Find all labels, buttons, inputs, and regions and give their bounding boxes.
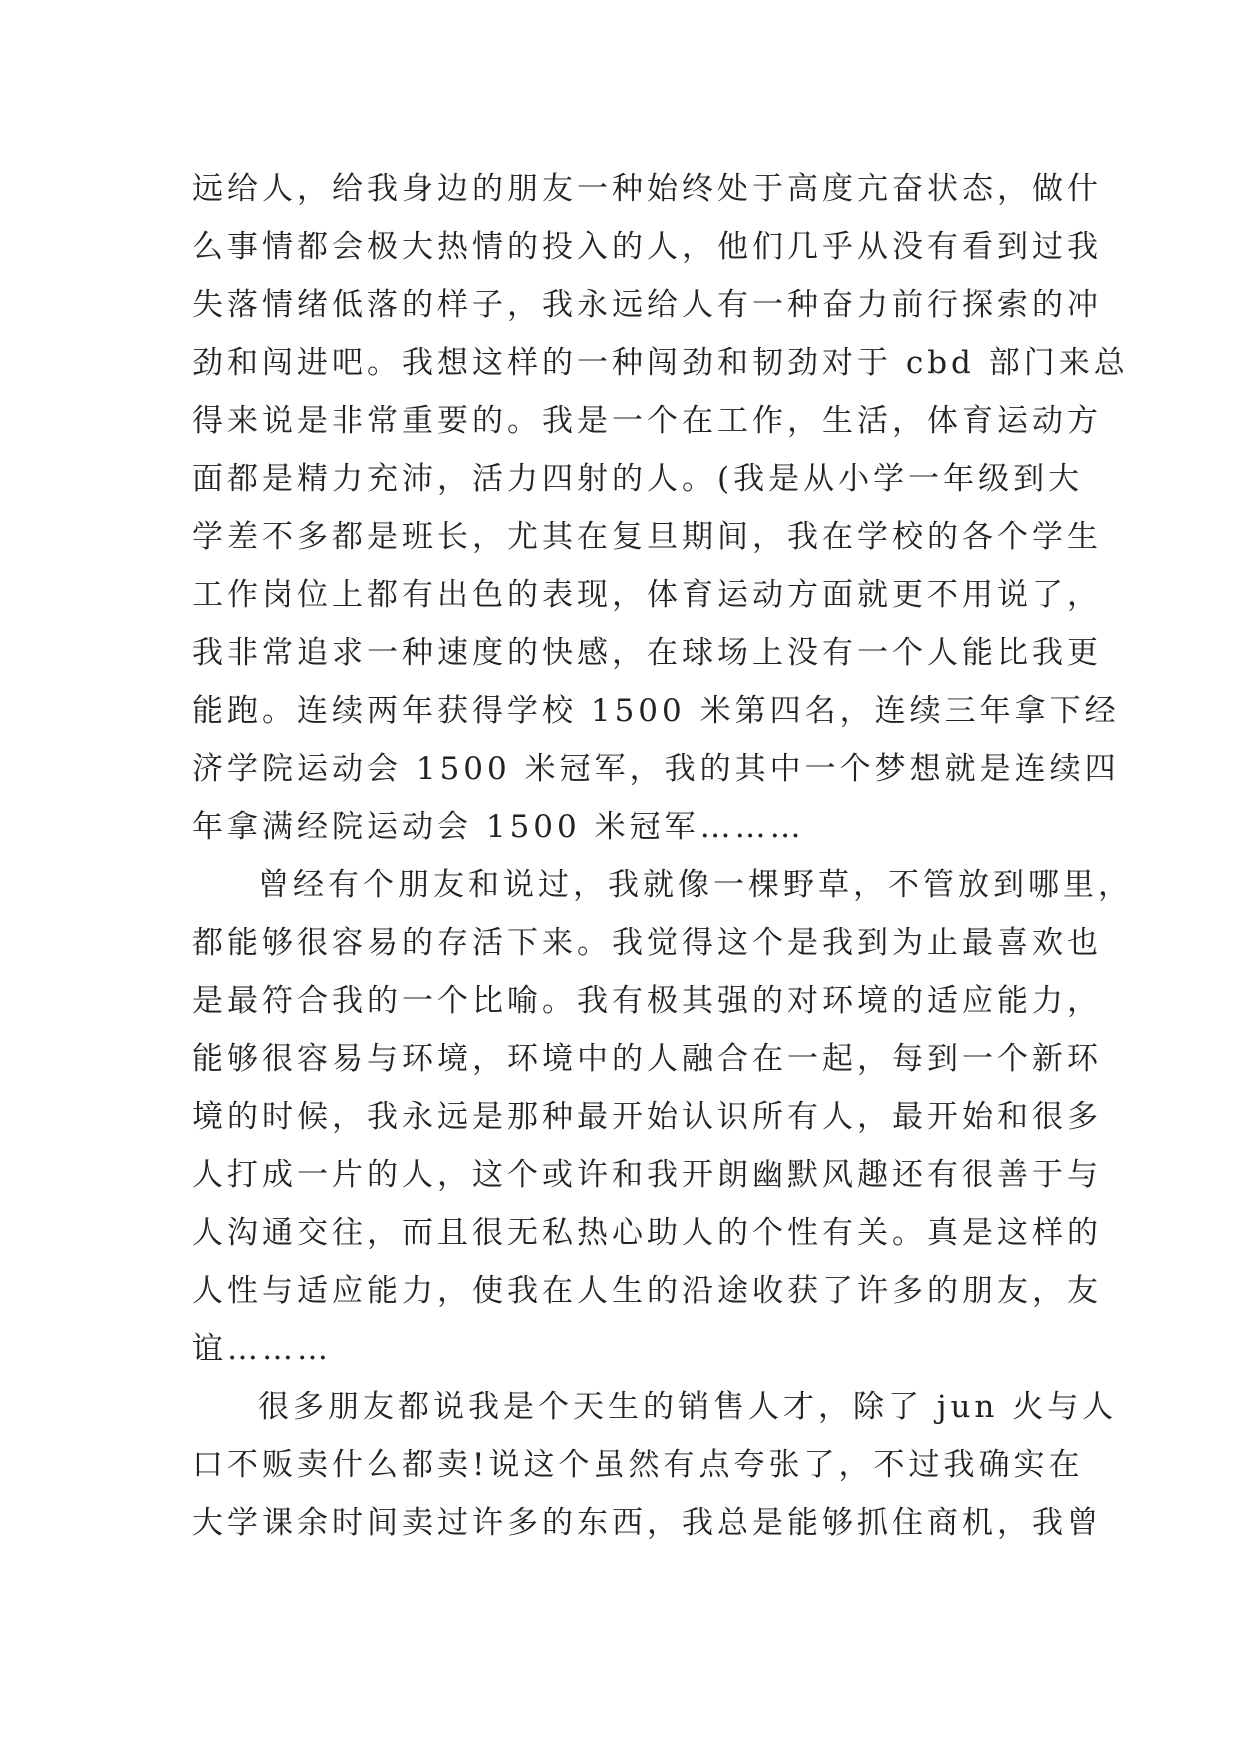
text-line: 劲和闯进吧。我想这样的一种闯劲和韧劲对于 cbd 部门来总: [192, 345, 1129, 381]
text-line: 是最符合我的一个比喻。我有极其强的对环境的适应能力，: [192, 983, 1102, 1019]
text-line: 远给人，给我身边的朋友一种始终处于高度亢奋状态，做什: [192, 171, 1102, 207]
text-line: 曾经有个朋友和说过，我就像一棵野草，不管放到哪里，: [258, 867, 1133, 903]
document-body: [192, 160, 1133, 1552]
text-line: 人打成一片的人，这个或许和我开朗幽默风趣还有很善于与: [192, 1157, 1102, 1193]
text-line: 面都是精力充沛，活力四射的人。(我是从小学一年级到大: [192, 461, 1084, 497]
text-line: 工作岗位上都有出色的表现，体育运动方面就更不用说了，: [192, 577, 1102, 613]
text-line: 学差不多都是班长，尤其在复旦期间，我在学校的各个学生: [192, 519, 1102, 555]
paragraph-1: [192, 160, 1129, 856]
text-line: 济学院运动会 1500 米冠军，我的其中一个梦想就是连续四: [192, 751, 1120, 787]
text-line: 能跑。连续两年获得学校 1500 米第四名，连续三年拿下经: [192, 693, 1120, 729]
text-line: 境的时候，我永远是那种最开始认识所有人，最开始和很多: [192, 1099, 1102, 1135]
text-line: 失落情绪低落的样子，我永远给人有一种奋力前行探索的冲: [192, 287, 1102, 323]
text-line: 能够很容易与环境，环境中的人融合在一起，每到一个新环: [192, 1041, 1102, 1077]
text-line: 么事情都会极大热情的投入的人，他们几乎从没有看到过我: [192, 229, 1102, 265]
text-line: 我非常追求一种速度的快感，在球场上没有一个人能比我更: [192, 635, 1102, 671]
text-line: 年拿满经院运动会 1500 米冠军………: [192, 809, 805, 845]
text-line: 得来说是非常重要的。我是一个在工作，生活，体育运动方: [192, 403, 1102, 439]
text-line: 很多朋友都说我是个天生的销售人才，除了 jun 火与人: [258, 1389, 1118, 1425]
paragraph-2: [192, 856, 1133, 1378]
text-line: 人沟通交往，而且很无私热心助人的个性有关。真是这样的: [192, 1215, 1102, 1251]
paragraph-3: [192, 1378, 1118, 1552]
text-line: 都能够很容易的存活下来。我觉得这个是我到为止最喜欢也: [192, 925, 1102, 961]
text-line: 口不贩卖什么都卖!说这个虽然有点夸张了，不过我确实在: [192, 1447, 1084, 1483]
text-line: 谊………: [192, 1331, 332, 1367]
text-line: 大学课余时间卖过许多的东西，我总是能够抓住商机，我曾: [192, 1505, 1102, 1541]
text-line: 人性与适应能力，使我在人生的沿途收获了许多的朋友，友: [192, 1273, 1102, 1309]
